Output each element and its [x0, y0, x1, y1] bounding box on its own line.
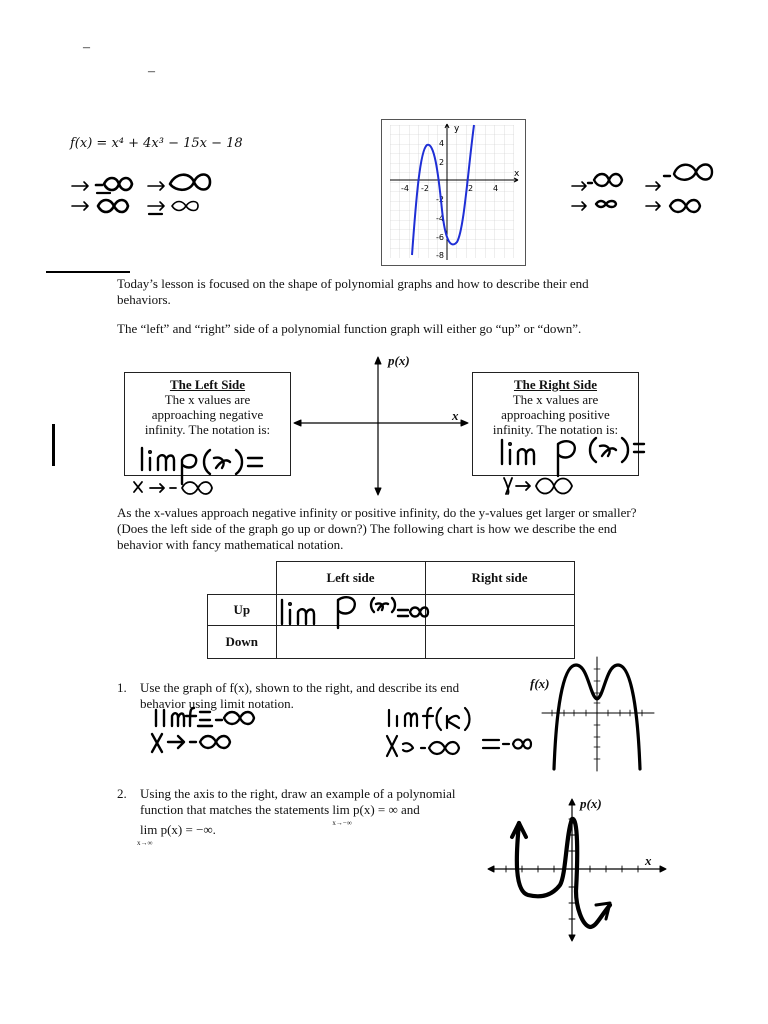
y-axis-label: y [454, 124, 460, 134]
table-corner [208, 562, 277, 595]
table-header-row [208, 562, 575, 595]
left-side-title: The Left Side [169, 377, 246, 392]
warmup-function: f(x) = x⁴ + 4x³ − 15x − 18 [70, 136, 243, 151]
y-tick: 4 [439, 139, 445, 148]
x-tick: -4 [401, 184, 409, 193]
table-cell-up-right [425, 595, 574, 626]
lesson-question: As the x-values approach negative infinity or positive infinity, do the y-values get larger or smaller? (Does the left side of the graph go up or down?) The following chart is how we describe the end behavior with fancy mathematical notation. [117, 505, 637, 552]
table-handwritten-up-left [276, 594, 446, 634]
problem-1-handwritten-right [385, 704, 545, 764]
y-tick: 2 [439, 158, 445, 167]
problem-1-handwritten-left [150, 706, 300, 756]
y-tick: -4 [436, 214, 444, 223]
problem-2-statement-1-sub: x→−∞ [332, 819, 352, 827]
problem-2-statement-1: lim p(x) = ∞ [332, 802, 398, 817]
warmup-handwritten-answers-right [570, 158, 730, 220]
problem-1-graph [538, 655, 658, 775]
table-row-label-up: Up [208, 595, 277, 626]
problem-1-graph-label: f(x) [530, 676, 550, 691]
table-header-right: Right side [425, 562, 574, 595]
right-side-title: The Right Side [513, 377, 598, 392]
lesson-sides: The “left” and “right” side of a polynomial function graph will either go “up” or “down”. [117, 321, 582, 336]
problem-2-text-a: Using the axis to the right, draw an example of a polynomial function that matches the statements [140, 786, 456, 817]
axis-y-label: p(x) [388, 353, 410, 368]
lesson-intro: Today’s lesson is focused on the shape of polynomial graphs and how to describe their end behaviors. [117, 276, 589, 307]
table-header-left: Left side [276, 562, 425, 595]
axis-x-label: x [452, 408, 459, 423]
right-side-body: The x values are approaching positive infinity. The notation is: [492, 392, 619, 437]
stray-mark [52, 424, 55, 466]
problem-2-number: 2. [117, 786, 127, 801]
x-tick: 4 [493, 184, 499, 193]
problem-2-text [140, 786, 485, 827]
y-tick: -6 [436, 233, 444, 242]
section-divider [46, 271, 130, 273]
header-dash: – [83, 40, 90, 55]
warmup-handwritten-answers-left [70, 168, 220, 218]
warmup-graph-svg [382, 120, 525, 265]
y-tick: -2 [436, 195, 444, 204]
y-tick: -8 [436, 251, 444, 260]
problem-1-text: Use the graph of f(x), shown to the right, and describe its end behavior using limit notation. [140, 680, 460, 711]
left-side-body: The x values are approaching negative infinity. The notation is: [144, 392, 271, 437]
header-dash: – [148, 64, 155, 79]
x-tick: 2 [468, 184, 474, 193]
left-side-handwritten [126, 440, 296, 496]
problem-2-statement-2-wrap [137, 822, 216, 847]
problem-1-number: 1. [117, 680, 127, 695]
problem-2-statement-2: lim p(x) = −∞. [140, 822, 216, 837]
problem-2-axis-x-label: x [645, 853, 652, 868]
x-axis-label: x [514, 169, 520, 179]
table-row-label-down: Down [208, 626, 277, 659]
problem-2-statement-2-sub: x→∞ [137, 839, 153, 847]
problem-2-axis-y-label: p(x) [580, 796, 602, 811]
end-behavior-axis [292, 355, 472, 497]
right-side-handwritten [494, 430, 654, 500]
table-cell-down-right [425, 626, 574, 659]
warmup-graph [381, 119, 526, 266]
problem-2-drawing [486, 795, 666, 945]
x-tick: -2 [421, 184, 429, 193]
problem-2-and: and [401, 802, 420, 817]
